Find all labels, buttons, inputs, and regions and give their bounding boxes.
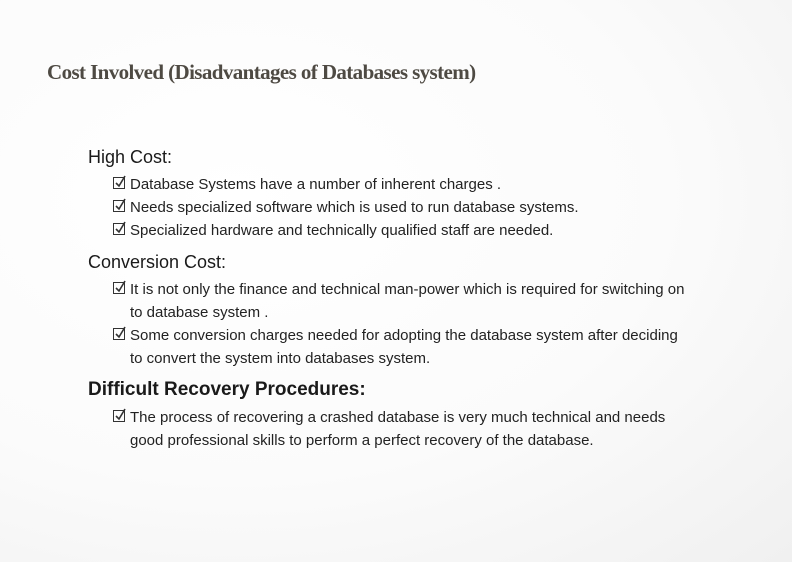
bullet-text: The process of recovering a crashed database is very much technical and needs good professional skills to perform a perfect recovery of the database. (130, 409, 666, 449)
bullet-list-high-cost (88, 173, 768, 242)
bullet-text: Specialized hardware and technically qualified staff are needed. (130, 222, 554, 239)
checkbox-checked-icon (113, 328, 125, 340)
bullet-text: Some conversion charges needed for adopting the database system after deciding to convert the system into databases system. (130, 327, 678, 367)
bullet-text: Database Systems have a number of inherent charges . (130, 176, 502, 193)
list-item (88, 173, 690, 196)
section-heading-conversion-cost: Conversion Cost: (88, 252, 227, 272)
checkbox-checked-icon (113, 223, 125, 235)
checkbox-checked-icon (113, 200, 125, 212)
bullet-list-difficult-recovery (88, 406, 768, 452)
bullet-text: Needs specialized software which is used to run database systems. (130, 199, 579, 216)
slide-content (88, 143, 768, 458)
section-heading-difficult-recovery: Difficult Recovery Procedures: (88, 379, 366, 400)
section-heading-high-cost: High Cost: (88, 147, 173, 167)
checkbox-checked-icon (113, 282, 125, 294)
list-item (88, 324, 690, 370)
list-item (88, 406, 690, 452)
bullet-text: It is not only the finance and technical man-power which is required for switching on to database system . (130, 281, 685, 321)
slide-title: Cost Involved (Disadvantages of Databases system) (47, 60, 476, 84)
list-item (88, 219, 690, 242)
checkbox-checked-icon (113, 177, 125, 189)
list-item (88, 196, 690, 219)
bullet-list-conversion-cost (88, 278, 768, 370)
checkbox-checked-icon (113, 410, 125, 422)
list-item (88, 278, 690, 324)
